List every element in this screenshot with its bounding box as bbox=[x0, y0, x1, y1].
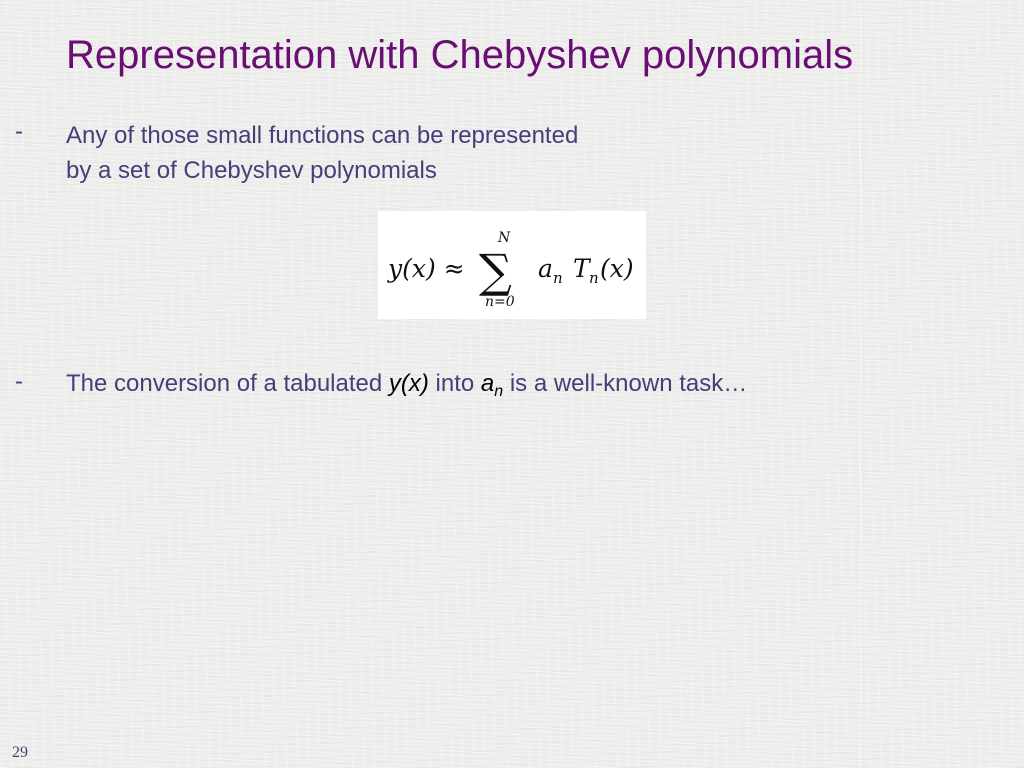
formula-upper-limit: N bbox=[498, 230, 511, 246]
formula-polynomial: T bbox=[573, 254, 590, 283]
math-a-subscript: n bbox=[494, 383, 504, 400]
bullet-text bbox=[66, 368, 747, 400]
math-a: a bbox=[480, 370, 495, 397]
bullet-line-2: by a set of Chebyshev polynomials bbox=[66, 157, 437, 184]
chebyshev-sum-formula bbox=[378, 211, 646, 319]
bullet-text-post: is a well-known task… bbox=[503, 370, 748, 397]
page-number: 29 bbox=[12, 744, 28, 761]
bullet-text-mid: into bbox=[428, 370, 481, 397]
math-y-of-x: y(x) bbox=[388, 370, 429, 397]
background-texture-line bbox=[860, 0, 861, 768]
bullet-text bbox=[66, 118, 578, 188]
formula-coefficient-subscript: n bbox=[553, 269, 563, 287]
formula-sum-symbol: ∑ bbox=[479, 244, 512, 298]
formula-argument: (x) bbox=[600, 254, 634, 283]
formula-polynomial-subscript: n bbox=[589, 269, 599, 287]
formula-lower-limit: n=0 bbox=[485, 294, 515, 310]
bullet-marker: - bbox=[15, 118, 23, 145]
formula-image bbox=[378, 211, 646, 319]
formula-coefficient: a bbox=[538, 254, 553, 283]
formula-lhs: y(x) ≈ bbox=[388, 254, 465, 283]
slide-title: Representation with Chebyshev polynomials bbox=[66, 33, 854, 77]
bullet-marker: - bbox=[15, 368, 23, 395]
bullet-text-pre: The conversion of a tabulated bbox=[66, 370, 389, 397]
bullet-line-1: Any of those small functions can be represented bbox=[66, 122, 579, 149]
